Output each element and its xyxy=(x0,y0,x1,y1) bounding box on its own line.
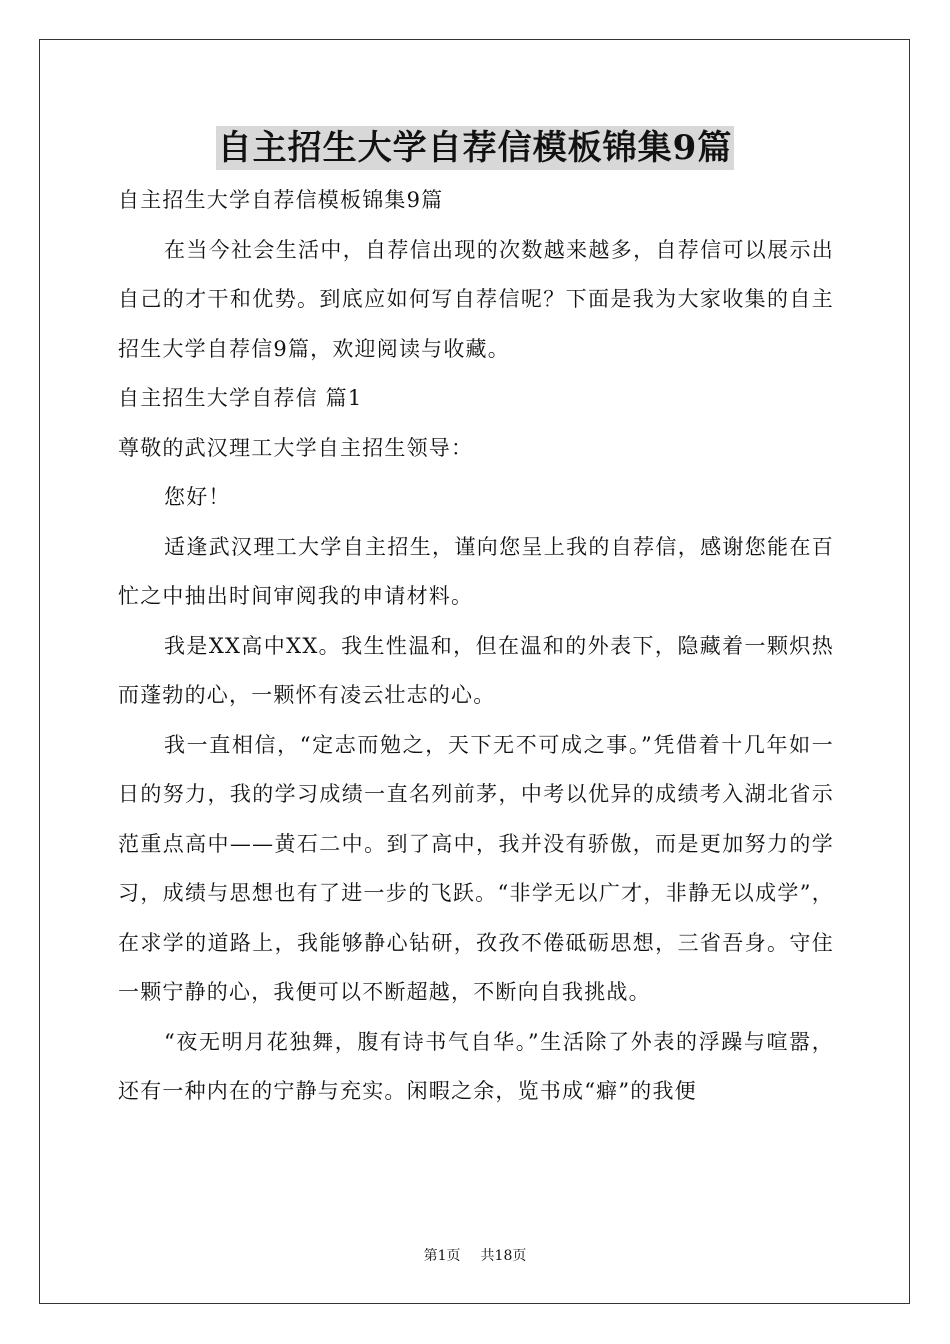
page-number: 第1页 xyxy=(423,1248,461,1264)
document-title: 自主招生大学自荐信模板锦集9篇 xyxy=(217,128,733,168)
paragraph-greeting: 您好！ xyxy=(164,485,231,509)
paragraph-body: 我一直相信，“定志而勉之，天下无不可成之事。”凭借着十几年如一日的努力，我的学习成绩一直名列前茅，中考以优异的成绩考入湖北省示范重点高中——黄石二中。到了高中，我并没有骄傲，而是更加努力的学习，成绩与思想也有了进一步的飞跃。“非学无以广才，非静无以成学”，在求学的道路上，我能够静心钻研，孜孜不倦砥砺思想，三省吾身。守住一颗宁静的心，我便可以不断超越，不断向自我挑战。 xyxy=(118,732,834,1004)
paragraph-body: “夜无明月花独舞，腹有诗书气自华。”生活除了外表的浮躁与喧嚣，还有一种内在的宁静与充实。闲暇之余，览书成“癖”的我便 xyxy=(118,1029,834,1103)
paragraph-subtitle: 自主招生大学自荐信模板锦集9篇 xyxy=(118,188,444,212)
page-total: 共18页 xyxy=(480,1248,527,1264)
paragraph-heading: 自主招生大学自荐信 篇1 xyxy=(118,386,363,410)
paragraph-salutation: 尊敬的武汉理工大学自主招生领导： xyxy=(118,435,474,460)
paragraph-intro: 在当今社会生活中，自荐信出现的次数越来越多，自荐信可以展示出自己的才干和优势。到底应如何写自荐信呢？下面是我为大家收集的自主招生大学自荐信9篇，欢迎阅读与收藏。 xyxy=(118,237,834,361)
document-body xyxy=(118,176,834,1117)
paragraph-body: 我是XX高中XX。我生性温和，但在温和的外表下，隐藏着一颗炽热而蓬勃的心，一颗怀有凌云壮志的心。 xyxy=(118,633,834,707)
title-container xyxy=(0,126,950,170)
page-footer xyxy=(0,1246,950,1266)
paragraph-body: 适逢武汉理工大学自主招生，谨向您呈上我的自荐信，感谢您能在百忙之中抽出时间审阅我的申请材料。 xyxy=(118,534,834,608)
